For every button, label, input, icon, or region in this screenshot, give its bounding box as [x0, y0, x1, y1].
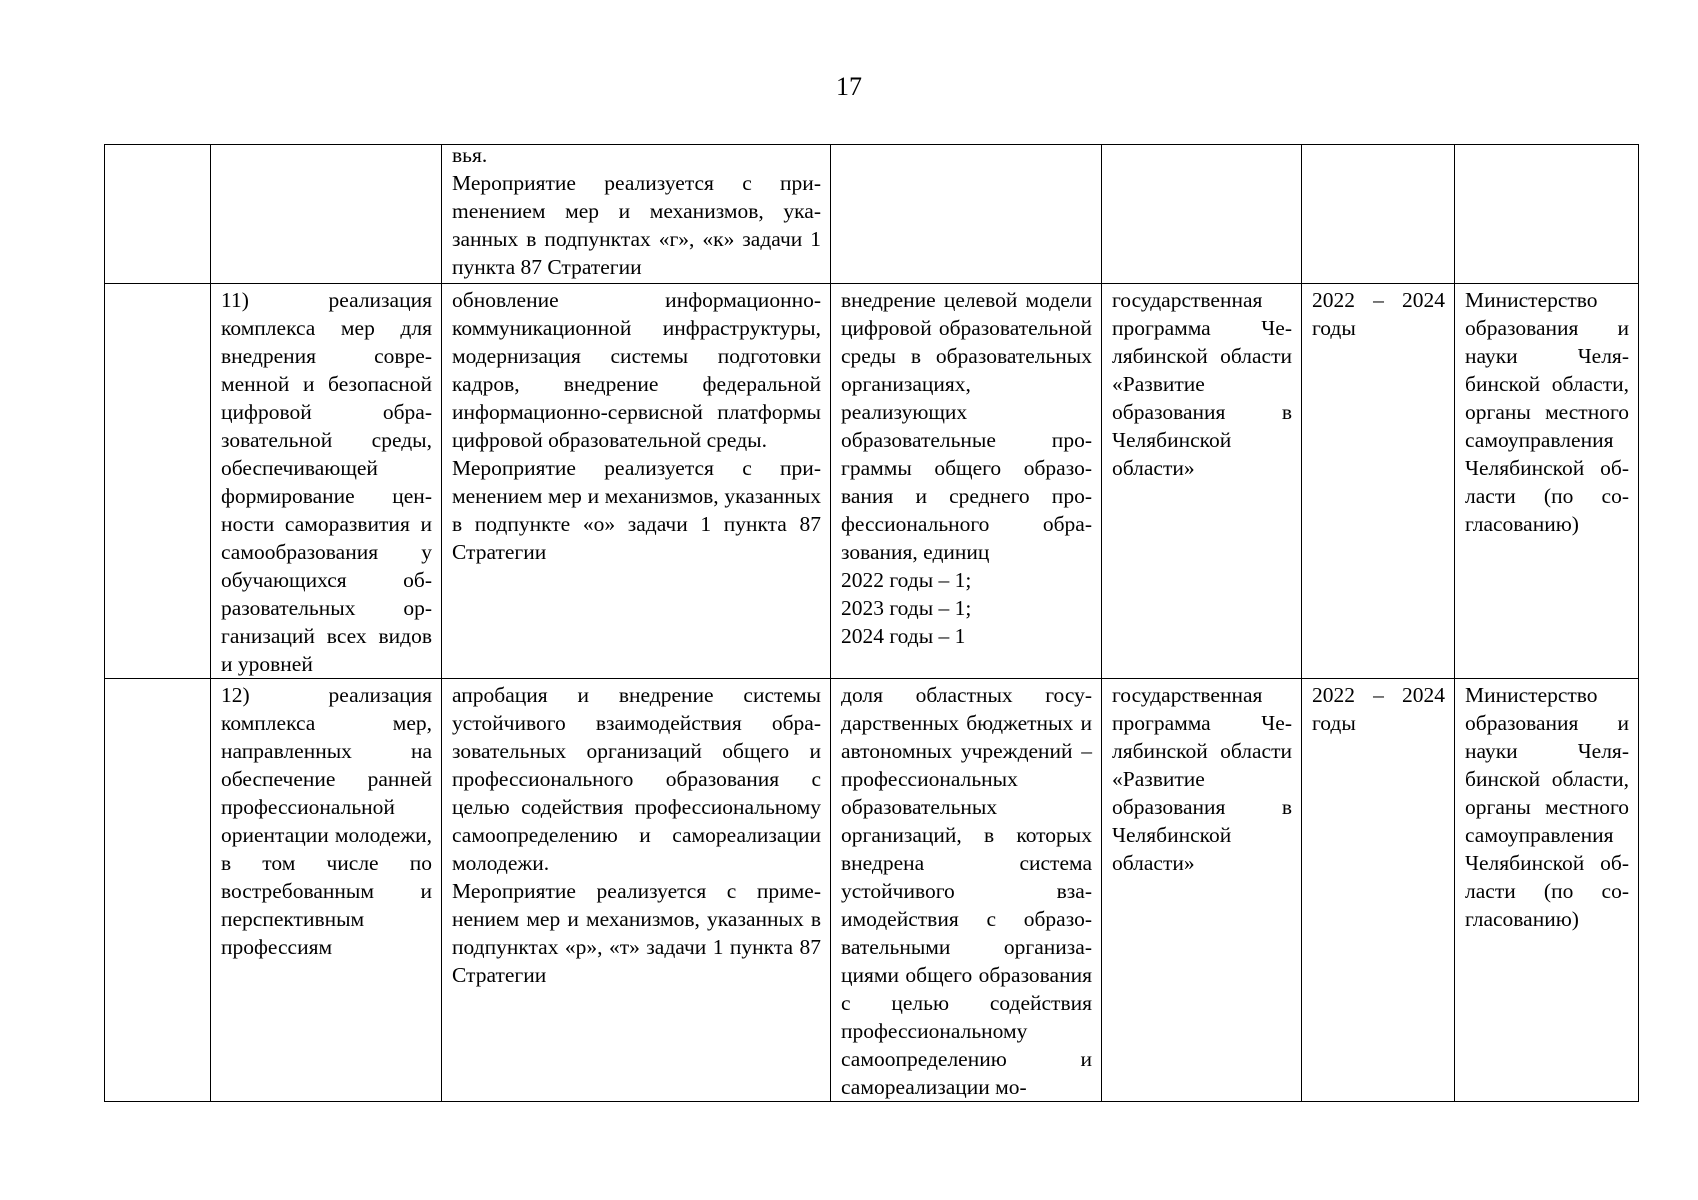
cell-indicator	[831, 284, 1102, 679]
table-row	[105, 284, 1639, 679]
cell-executor	[1455, 284, 1639, 679]
activity-paragraph: Мероприятие реализуется с применением мер и механизмов, указанных в подпункте «о» задачи 1 пункта 87 Стратегии	[452, 456, 821, 564]
cell-period	[1302, 145, 1455, 284]
task-text: 11) реализация комплекса мер для внедрения современной и безопасной цифровой образовательной среды, обеспечивающей формирование ценности саморазвития и самообразования у обучающихся образовательных организаций всех видов и уровней	[221, 288, 432, 676]
cell-number	[105, 284, 211, 679]
program-text: государственная программа Челябинской области «Развитие образования в Челябинской области»	[1112, 683, 1292, 875]
activity-paragraph: Мероприятие реализуется с приmенением мер и механизмов, указанных в подпунктах «г», «к» задачи 1 пункта 87 Стратегии	[452, 171, 821, 279]
activity-paragraph: вья.	[452, 144, 488, 167]
cell-program	[1102, 284, 1302, 679]
cell-indicator	[831, 679, 1102, 1102]
indicator-value: 2024 годы – 1	[841, 624, 966, 648]
cell-executor	[1455, 145, 1639, 284]
page-number: 17	[836, 72, 862, 101]
cell-indicator	[831, 145, 1102, 284]
cell-activity	[442, 145, 831, 284]
program-text: государственная программа Челябинской области «Развитие образования в Челябинской области»	[1112, 288, 1292, 480]
cell-program	[1102, 679, 1302, 1102]
period-text: 2022 – 2024 годы	[1312, 683, 1445, 735]
cell-program	[1102, 145, 1302, 284]
table-row	[105, 679, 1639, 1102]
cell-number	[105, 679, 211, 1102]
indicator-value: 2022 годы – 1;	[841, 568, 972, 592]
cell-task	[211, 284, 442, 679]
executor-text: Министерство образования и науки Челябинской области, органы местного самоуправления Челябинской области (по согласованию)	[1465, 683, 1629, 931]
activity-paragraph: апробация и внедрение системы устойчивого взаимодействия образовательных организаций общего и профессионального образования с целью содействия профессиональному самоопределению и самореализации молодежи.	[452, 683, 821, 875]
cell-activity	[442, 679, 831, 1102]
table-row	[105, 145, 1639, 284]
indicator-value: 2023 годы – 1;	[841, 596, 972, 620]
activity-paragraph: Мероприятие реализуется с применением мер и механизмов, указанных в подпунктах «р», «т» задачи 1 пункта 87 Стратегии	[452, 879, 821, 987]
indicator-text: внедрение целевой модели цифровой образовательной среды в образовательных организациях, реализующих образовательные программы общего образования и среднего профессионального образования, единиц	[841, 288, 1092, 564]
period-text: 2022 – 2024 годы	[1312, 288, 1445, 340]
cell-task	[211, 679, 442, 1102]
cell-executor	[1455, 679, 1639, 1102]
activity-paragraph: обновление информационно-коммуникационной инфраструктуры, модернизация системы подготовки кадров, внедрение федеральной информационно-сервисной платформы цифровой образовательной среды.	[452, 288, 821, 452]
executor-text: Министерство образования и науки Челябинской области, органы местного самоуправления Челябинской области (по согласованию)	[1465, 288, 1629, 536]
cell-number	[105, 145, 211, 284]
cell-period	[1302, 679, 1455, 1102]
indicator-text: доля областных государственных бюджетных и автономных учреждений – профессиональных образовательных организаций, в которых внедрена система устойчивого взаимодействия с образовательными организациями общего образования с целью содействия профессиональному самоопределению и самореализации мо-	[841, 683, 1092, 1099]
cell-activity	[442, 284, 831, 679]
cell-task	[211, 145, 442, 284]
activities-table	[104, 144, 1639, 1102]
cell-period	[1302, 284, 1455, 679]
task-text: 12) реализация комплекса мер, направленных на обеспечение ранней профессиональной ориентации молодежи, в том числе по востребованным и перспективным профессиям	[221, 683, 432, 959]
